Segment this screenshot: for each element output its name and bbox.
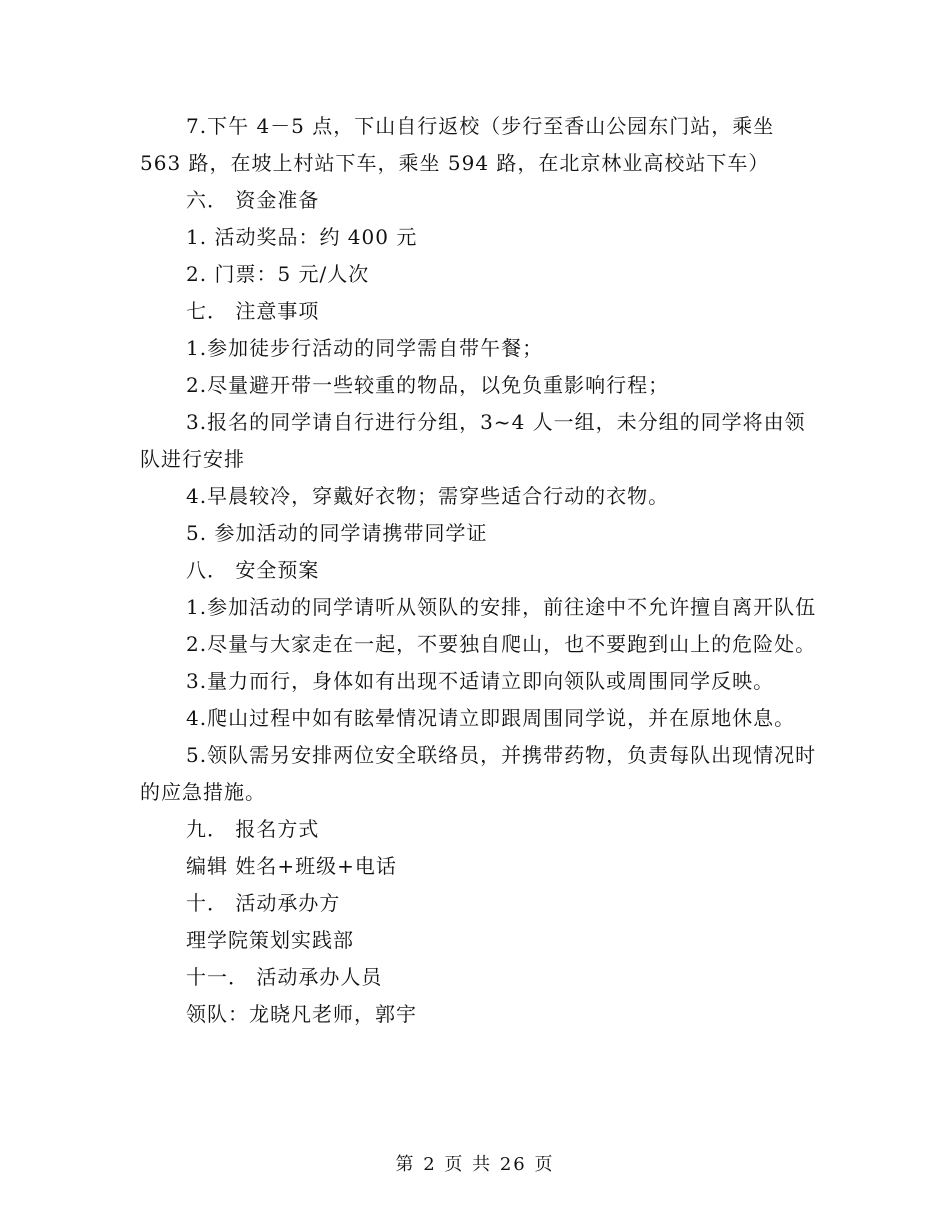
heading-safety: 八． 安全预案 — [186, 558, 320, 582]
paragraph-leaders: 领队：龙晓凡老师，郭宇 — [186, 1002, 417, 1026]
paragraph-student-id: 5. 参加活动的同学请携带同学证 — [186, 521, 488, 545]
heading-notes: 七． 注意事项 — [186, 299, 320, 323]
paragraph-dizziness: 4.爬山过程中如有眩晕情况请立即跟周围同学说，并在原地休息。 — [186, 706, 796, 730]
paragraph-report-discomfort: 3.量力而行，身体如有出现不适请立即向领队或周围同学反映。 — [186, 669, 775, 693]
page-number-footer: 第 2 页 共 26 页 — [395, 1154, 555, 1175]
paragraph-grouping: 3.报名的同学请自行进行分组，3~4 人一组，未分组的同学将由领队进行安排 — [140, 410, 806, 471]
heading-registration: 九． 报名方式 — [186, 817, 320, 841]
paragraph-lunch: 1.参加徒步行活动的同学需自带午餐； — [186, 336, 544, 360]
paragraph-prizes: 1. 活动奖品：约 400 元 — [186, 225, 418, 249]
paragraph-stay-together: 2.尽量与大家走在一起，不要独自爬山，也不要跑到山上的危险处。 — [186, 632, 817, 656]
document-body — [140, 108, 820, 1033]
paragraph-organizer-name: 理学院策划实践部 — [186, 928, 354, 952]
paragraph-follow-leader: 1.参加活动的同学请听从领队的安排，前往途中不允许擅自离开队伍 — [186, 595, 817, 619]
heading-staff: 十一． 活动承办人员 — [186, 965, 383, 989]
heading-funding: 六． 资金准备 — [186, 188, 320, 212]
paragraph-clothing: 4.早晨较冷，穿戴好衣物；需穿些适合行动的衣物。 — [186, 484, 670, 508]
paragraph-tickets: 2. 门票：5 元/人次 — [186, 262, 370, 286]
paragraph-luggage: 2.尽量避开带一些较重的物品，以免负重影响行程； — [186, 373, 670, 397]
heading-organizer: 十． 活动承办方 — [186, 891, 341, 915]
paragraph-return-schedule: 7.下午 4－5 点，下山自行返校（步行至香山公园东门站，乘坐 563 路，在坡上村站下车，乘坐 594 路，在北京林业高校站下车） — [140, 114, 775, 175]
paragraph-registration-format: 编辑 姓名+班级+电话 — [186, 854, 397, 878]
paragraph-safety-liaisons: 5.领队需另安排两位安全联络员，并携带药物，负责每队出现情况时的应急措施。 — [140, 743, 817, 804]
